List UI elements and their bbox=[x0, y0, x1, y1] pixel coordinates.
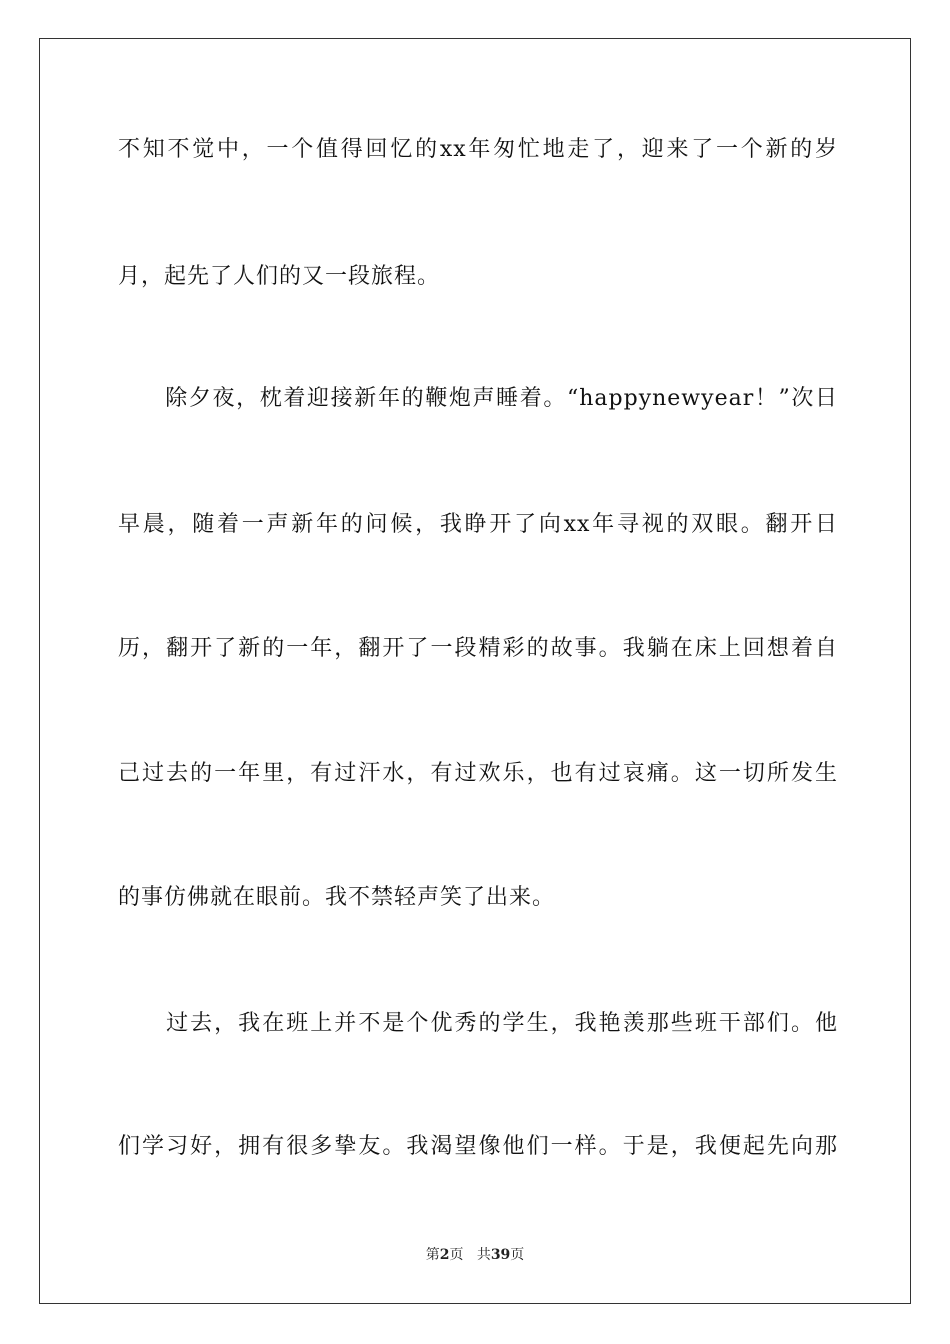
body-text-line-5: 历，翻开了新的一年，翻开了一段精彩的故事。我躺在床上回想着自 bbox=[118, 636, 838, 661]
body-text-line-4: 早晨，随着一声新年的问候，我睁开了向xx年寻视的双眼。翻开日 bbox=[118, 512, 838, 537]
body-text-line-9: 们学习好，拥有很多挚友。我渴望像他们一样。于是，我便起先向那 bbox=[118, 1134, 838, 1159]
body-text-line-8: 过去，我在班上并不是个优秀的学生，我艳羡那些班干部们。他 bbox=[118, 1011, 838, 1036]
footer-page-suffix: 页 bbox=[449, 1247, 464, 1263]
page-footer bbox=[0, 1246, 950, 1264]
body-text-line-2: 月，起先了人们的又一段旅程。 bbox=[118, 264, 441, 289]
footer-total-prefix: 共 bbox=[476, 1247, 491, 1263]
body-text-line-6: 己过去的一年里，有过汗水，有过欢乐，也有过哀痛。这一切所发生 bbox=[118, 761, 838, 786]
page-border bbox=[39, 38, 911, 1304]
footer-page-number: 2 bbox=[439, 1247, 450, 1263]
footer-total-pages: 39 bbox=[490, 1247, 511, 1263]
footer-page-prefix: 第 bbox=[425, 1247, 440, 1263]
footer-total-suffix: 页 bbox=[510, 1247, 525, 1263]
body-text-line-1: 不知不觉中，一个值得回忆的xx年匆忙地走了，迎来了一个新的岁 bbox=[118, 137, 838, 162]
body-text-line-7: 的事仿佛就在眼前。我不禁轻声笑了出来。 bbox=[118, 885, 556, 910]
body-text-line-3: 除夕夜，枕着迎接新年的鞭炮声睡着。“happynewyear！”次日 bbox=[118, 386, 838, 411]
